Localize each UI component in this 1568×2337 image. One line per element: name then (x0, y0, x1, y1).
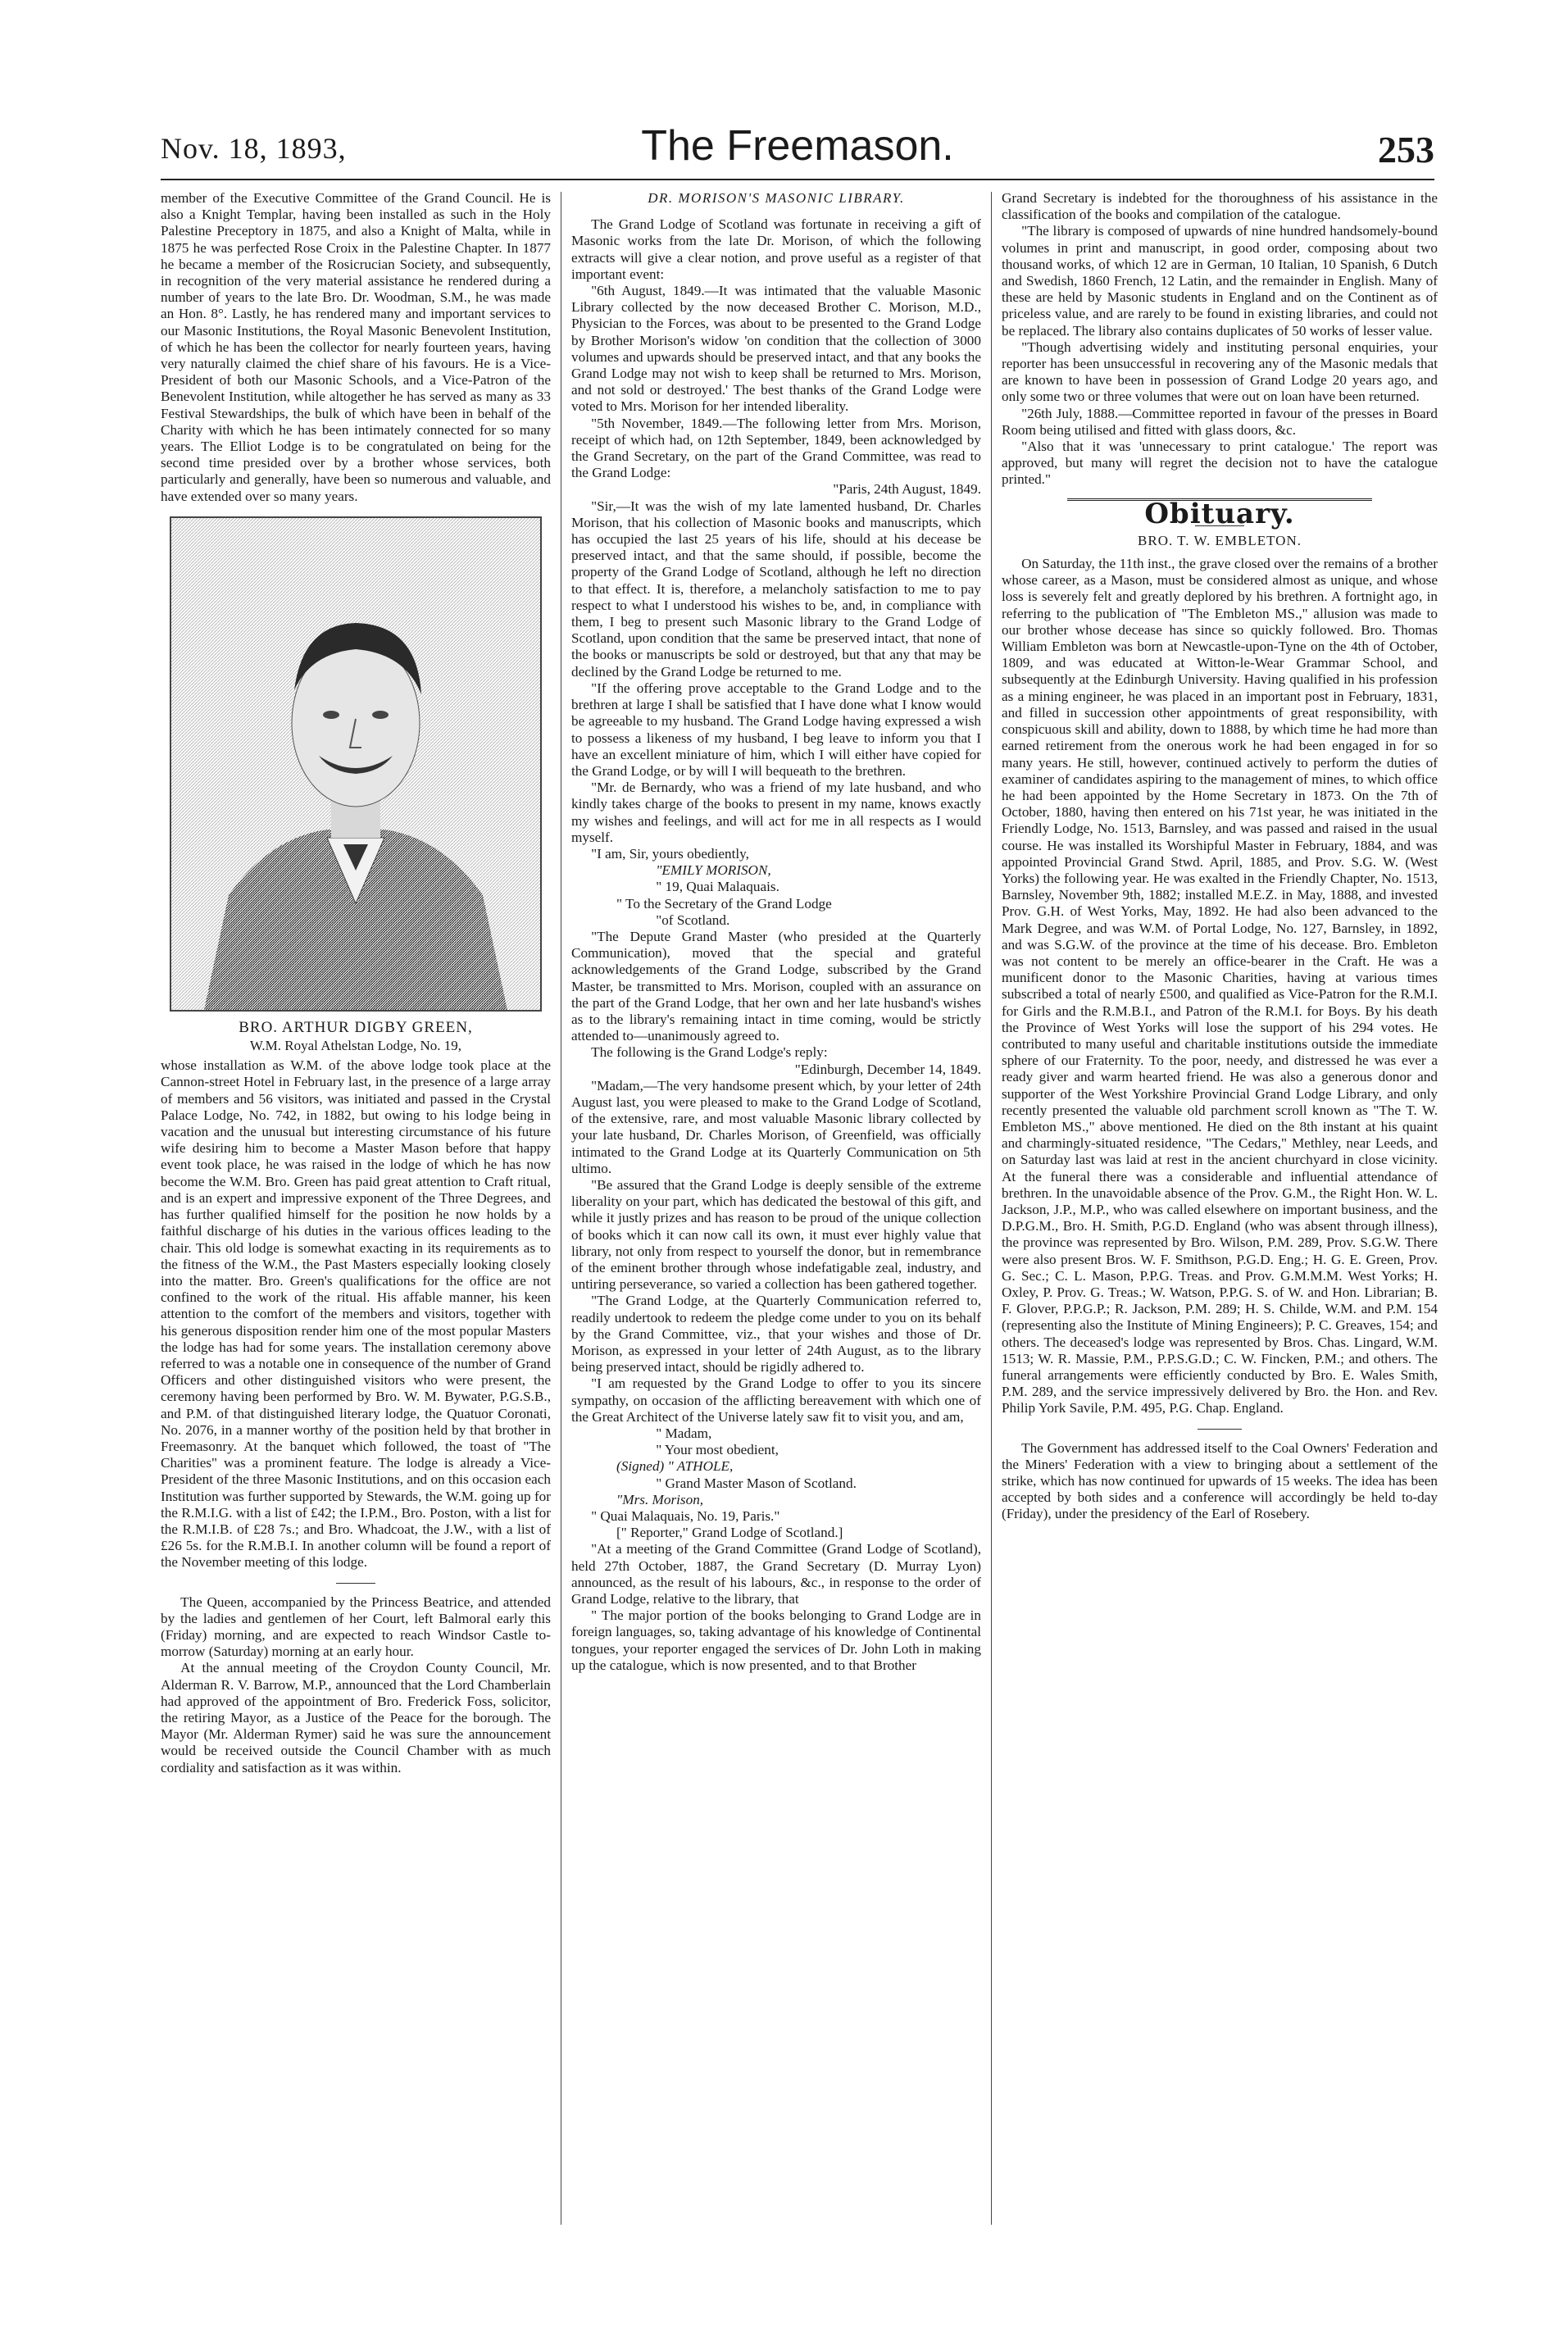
article-paragraph: "5th November, 1849.—The following letter from Mrs. Morison, receipt of which had, on 12th September, 1849, been acknowledged by the Grand Secretary, on the part of the Grand Committee, was read to the Grand Lodge: (571, 415, 981, 481)
article-paragraph: "At a meeting of the Grand Committee (Grand Lodge of Scotland), held 27th October, 1887, the Grand Secretary (D. Murray Lyon) announced, as the result of his labours, &c., in response to the order of Grand Lodge, relative to the library, that (571, 1541, 981, 1607)
column-3 (1002, 190, 1438, 1523)
newspaper-title: The Freemason. (641, 122, 954, 170)
news-item: The Government has addressed itself to the Coal Owners' Federation and the Miners' Federation with a view to bringing about a settlement of the strike, which has now continued for upwards of 15 weeks. The idea has been accepted by both sides and a conference will accordingly be held to-day (Friday), under the presidency of the Earl of Rosebery. (1002, 1439, 1438, 1522)
masthead (161, 121, 1434, 187)
letter-recipient: " To the Secretary of the Grand Lodge (616, 895, 832, 912)
portrait-caption: BRO. ARTHUR DIGBY GREEN, (239, 1018, 473, 1036)
masthead-rule (161, 179, 1434, 180)
reply-paragraph: "Madam,—The very handsome present which, by your letter of 24th August last, you were pleased to make to the Grand Lodge of Scotland, of the extensive, rare, and most valuable Masonic library collected by your late husband, Dr. Charles Morison, of Greenfield, was officially intimated to the Grand Lodge at its Quarterly Communication on 5th ultimo. (571, 1077, 981, 1176)
reply-closing: " Madam, (656, 1425, 712, 1442)
article-paragraph: "Also that it was 'unnecessary to print catalogue.' The report was approved, but many will regret the decision not to have the catalogue printed." (1002, 439, 1438, 488)
article-paragraph: member of the Executive Committee of the Grand Council. He is also a Knight Templar, having been installed as such in the Holy Palestine Preceptory in 1875, and also a Knight of Malta, while in 1875 he was perfected Rose Croix in the Palestine Chapter. In 1877 he became a member of the Rosicrucian Society, and subsequently, in recognition of the very material assistance he rendered during a number of years to the late Bro. Dr. Woodman, S.M., he was made an Hon. 8°. Lastly, he has rendered many and important services to our Masonic Institutions, the Royal Masonic Benevolent Institution, of which he has been the collector for nearly fourteen years, having very naturally claimed the chief share of his favours. He is a Vice-President of both our Masonic Schools, and a Vice-Patron of the Benevolent Institution, while altogether he has served as many as 33 Festival Stewardships, the bulk of which have been in behalf of the Charity with which he has been intimately connected for so many years. The Elliot Lodge is to be congratulated on being for the second time presided over by a brother whose services, both particularly and generally, have been so numerous and valuable, and have extended over so many years. (161, 190, 551, 504)
article-paragraph: " The major portion of the books belonging to Grand Lodge are in foreign languages, so, taking advantage of his knowledge of Continental tongues, your reporter engaged the services of Dr. John Loth in making up the catalogue, which is now presented, and to that Brother (571, 1607, 981, 1673)
reply-addressee: "Mrs. Morison, (616, 1491, 704, 1507)
letter-signature: "EMILY MORISON, (656, 862, 771, 879)
article-paragraph: "Though advertising widely and instituting personal enquiries, your reporter has been unsuccessful in recovering any of the Masonic medals that are known to have been in possession of Grand Lodge 20 years ago, and only some two or three volumes that were out on loan have been returned. (1002, 339, 1438, 405)
portrait-engraving (170, 516, 542, 1012)
article-paragraph: The following is the Grand Lodge's reply: (591, 1044, 828, 1061)
column-separator (991, 192, 992, 2225)
letter-address: " 19, Quai Malaquais. (656, 879, 779, 895)
letter-paragraph: "I am, Sir, yours obediently, (591, 845, 749, 862)
letter-paragraph: "Mr. de Bernardy, who was a friend of my late husband, and who kindly takes charge of the books to present in my name, knows exactly my wishes and feelings, and will act for me in all respects as I would myself. (571, 780, 981, 845)
portrait-subcaption: W.M. Royal Athelstan Lodge, No. 19, (249, 1038, 462, 1054)
reply-paragraph: "I am requested by the Grand Lodge to offer to you its sincere sympathy, on occasion of the afflicting bereavement with which one of the Great Architect of the Universe lately saw fit to visit you, and am, (571, 1375, 981, 1425)
section-divider (1002, 1422, 1438, 1435)
article-heading: DR. MORISON'S MASONIC LIBRARY. (648, 190, 905, 206)
obituary-paragraph: On Saturday, the 11th inst., the grave closed over the remains of a brother whose career, as a Mason, must be considered almost as unique, and whose loss is severely felt and greatly deplored by his brethren. A fortnight ago, in referring to the publication of "The Embleton MS.," allusion was made to our brother whose decease has since so quickly followed. Bro. Thomas William Embleton was born at Newcastle-upon-Tyne on the 4th of October, 1809, and was educated at Witton-le-Wear Grammar School, and subsequently at the Edinburgh University. Having qualified in his profession as a mining engineer, he was placed in an important post in February, 1831, and filled in succession other appointments of great responsibility, with conspicuous skill and ability, down to 1888, by which time he had more than earned retirement from the onerous work he had been engaged in for so many years. He still, however, continued actively to perform the duties of examiner of candidates aspiring to the management of mines, to which office he had been appointed by the Home Secretary in 1873. On the 7th of October, 1880, having then entered on his 71st year, he was initiated in the Friendly Lodge, No. 1513, Barnsley, and was passed and raised in the usual course. He was installed its Worshipful Master in February, 1884, and was appointed Provincial Grand Stwd. April, 1885, and Prov. S.G. W. (West Yorks) the following year. He was exalted in the Friendly Chapter, No. 1513, Barnsley, November 9th, 1882; installed M.E.Z. in May, 1888, and invested Prov. G.H. of West Yorks, May, 1892. He had also been advanced to the Mark Degree, and was W.M. of Portal Lodge, No. 127, Barnsley, in 1892, and was S.G.W. of the province at the time of his decease. Bro. Embleton was not content to be merely an office-bearer in the Craft. He was a munificent donor to the Masonic Charities, having at various times subscribed a total of nearly £500, and qualified as Vice-Patron for the R.M.I. for Girls and the R.M.B.I., and Patron of the R.M.I. for Boys. By his death the Province of West Yorks will lose the support of his 294 votes. He contributed to many useful and charitable institutions outside the immediate sphere of our Fraternity. To the poor, needy, and distressed he was ever a ready giver and warm hearted friend. He was also a generous donor and supporter of the West Yorkshire Provincial Grand Lodge Library, and only recently presented the valuable old parchment scroll known as "The T. W. Embleton MS.," above mentioned. He died on the 8th instant at his quaint and charmingly-situated residence, "The Cedars," Methley, near Leeds, and on Saturday last was laid at rest in the ancient churchyard in close vicinity. At the funeral there was a considerable and influential attendance of brethren. In the unavoidable absence of the Prov. G.M., the Right Hon. W. L. Jackson, J.P., M.P., who was called elsewhere on important business, and the D.P.G.M., Bro. H. Smith, P.G.D. England (who was absent through illness), the province was represented by Bro. Wilson, P.M. 289, Prov. S.G.W. There were also present Bros. W. F. Smithson, P.G.D. Eng.; H. G. E. Green, Prov. G. Sec.; C. L. Mason, P.P.G. Treas. and Prov. G.M.M.M. West Yorks; H. Oxley, P. Prov. G. Treas.; W. Watson, P.P.G. S. of W. and Hon. Librarian; B. F. Glover, P.P.G.P.; R. Jackson, P.M. 289; H. S. Childe, W.M. and P.M. 154 (representing also the Institute of Mining Engineers); P. C. Greaves, 154; and others. The deceased's lodge was represented by Bros. Chas. Lingard, W.M. 1513; W. R. Massie, P.M., P.P.S.G.D.; C. W. Fincken, P.M.; and others. The funeral arrangements were efficiently conducted by Bro. E. Wales Smith, P.M. 289, and the service impressively delivered by Bro. the Hon. and Rev. Philip York Savile, P.M. 495, P.G. Chap. England. (1002, 556, 1438, 1416)
column-1 (161, 190, 551, 1776)
article-paragraph: "6th August, 1849.—It was intimated that the valuable Masonic Library collected by the now deceased Brother C. Morison, M.D., Physician to the Forces, was about to be presented to the Grand Lodge by Brother Morison's widow 'on condition that the collection of 3000 volumes and upwards should be preserved intact, and that any books the Grand Lodge may not wish to keep shall be returned to Mrs. Morison, and not sold or destroyed.' The best thanks of the Grand Lodge were voted to Mrs. Morison for her intended liberality. (571, 283, 981, 415)
letter-recipient: "of Scotland. (656, 912, 730, 928)
column-2 (571, 190, 981, 1674)
issue-date: Nov. 18, 1893, (161, 132, 347, 165)
reply-paragraph: "Be assured that the Grand Lodge is deeply sensible of the extreme liberality on your part, which has dedicated the bestowal of this gift, and while it justly prizes and has reason to be proud of the unique collection of books which it can now call its own, it must ever highly value that library, not only from respect to yourself the donor, but in remembrance of the eminent brother through whose indefatigable zeal, industry, and untiring perseverance, so varied a collection has been gathered together. (571, 1176, 981, 1293)
article-paragraph: The Grand Lodge of Scotland was fortunate in receiving a gift of Masonic works from the late Dr. Morison, of which the following extracts will give a clear notion, and prove useful as a register of that important event: (571, 216, 981, 282)
reply-signature: (Signed) " ATHOLE, (616, 1458, 734, 1475)
article-paragraph: whose installation as W.M. of the above lodge took place at the Cannon-street Hotel in February last, in the presence of a large array of members and 56 visitors, was initiated and passed in the Crystal Palace Lodge, No. 742, in 1882, but owing to his lodge being in vacation and the unusual but interesting circumstance of his future wife desiring him to become a Master Mason before that happy event took place, he was raised in the lodge of which he has now become the W.M. Bro. Green has paid great attention to Craft ritual, and is an expert and impressive exponent of the Three Degrees, and has further qualified himself for the position he now holds by a faithful discharge of his duties in the various offices leading to the chair. This old lodge is somewhat exacting in its requirements as to the fitness of the W.M., the Past Masters especially looking closely into the matter. Bro. Green's qualifications for the office are not confined to the work of the ritual. His affable manner, his keen attention to the comfort of the members and visitors, together with his generous disposition render him one of the most popular Masters the lodge has had for some years. The installation ceremony above referred to was a notable one in consequence of the number of Grand Officers and other distinguished visitors who were present, the ceremony having been performed by Bro. W. M. Bywater, P.G.S.B., and P.M. of that distinguished literary lodge, the Quatuor Coronati, No. 2076, in a manner worthy of the position held by that brother in Freemasonry. At the banquet which followed, the toast of "The Charities" was a prominent feature. The lodge is already a Vice-President of the three Masonic Institutions, and on this occasion each Institution was further supported by Stewards, the W.M. going up for the R.M.I.G. with a list of £42; the I.P.M., Bro. Poston, with a list for the R.M.I.B. of £28 7s.; and Bro. Whadcoat, the J.W., with a list of £26 5s. for the R.M.B.I. In another column will be found a report of the November meeting of this lodge. (161, 1057, 551, 1571)
news-item: The Queen, accompanied by the Princess Beatrice, and attended by the ladies and gentlemen of her Court, left Balmoral early this (Friday) morning, and are expected to reach Windsor Castle to-morrow (Saturday) morning at an early hour. (161, 1594, 551, 1660)
reply-closing: " Your most obedient, (656, 1442, 779, 1458)
news-item: At the annual meeting of the Croydon County Council, Mr. Alderman R. V. Barrow, M.P., announced that the Lord Chamberlain had approved of the appointment of Bro. Frederick Foss, solicitor, the retiring Mayor, as a Justice of the Peace for the borough. The Mayor (Mr. Alderman Rymer) said he was sure the announcement would be received outside the Council Chamber with as much cordiality and satisfaction as it was within. (161, 1660, 551, 1775)
letter-date: "Paris, 24th August, 1849. (833, 481, 981, 498)
reply-paragraph: "The Grand Lodge, at the Quarterly Communication referred to, readily undertook to redeem the pledge come under to you on its behalf by the Grand Committee, viz., that your wishes and those of Dr. Morison, as expressed in your letter of 24th August, as to the library being preserved intact, should be rigidly adhered to. (571, 1293, 981, 1375)
reply-date: "Edinburgh, December 14, 1849. (794, 1061, 981, 1077)
reply-closing: " Grand Master Mason of Scotland. (656, 1475, 857, 1491)
obituary-subject: BRO. T. W. EMBLETON. (1138, 532, 1302, 548)
reply-address: " Quai Malaquais, No. 19, Paris." (591, 1508, 780, 1525)
reply-source: [" Reporter," Grand Lodge of Scotland.] (616, 1525, 843, 1541)
article-paragraph: Grand Secretary is indebted for the thoroughness of his assistance in the classification of the books and compilation of the catalogue. (1002, 190, 1438, 223)
letter-paragraph: "If the offering prove acceptable to the Grand Lodge and to the brethren at large I shall be satisfied that I have done what I know would be agreeable to my husband. The Grand Lodge having expressed a wish to possess a likeness of my husband, I beg leave to inform you that I have an excellent miniature of him, which I will either have copied for the Grand Lodge, or by will I will bequeath to the brethren. (571, 680, 981, 779)
obituary-heading: Obituary. (1144, 497, 1295, 530)
letter-paragraph: "Sir,—It was the wish of my late lamented husband, Dr. Charles Morison, that his collection of Masonic books and manuscripts, which has occupied the last 25 years of his life, should at his decease be preserved intact, and that the same should, if possible, become the property of the Grand Lodge of Scotland, although he left no direction to that effect. It is, therefore, a melancholy satisfaction to me to pay respect to what I understood his wishes to be, and, in compliance with them, I beg to present such Masonic library to the Grand Lodge of Scotland, upon condition that the same be preserved intact, that none of the books or manuscripts be sold or destroyed, but that any that may be declined by the Grand Lodge be returned to me. (571, 498, 981, 680)
article-paragraph: "The library is composed of upwards of nine hundred handsomely-bound volumes in print and manuscript, in good order, composing about two thousand works, of which 12 are in German, 10 Italian, 10 Spanish, 6 Dutch and Swedish, 1860 French, 12 Latin, and the remainder in English. Many of these are held by Masonic students in England and on the Continent as of priceless value, and are rarely to be found in existing libraries, and could not be replaced. The library also contains duplicates of 50 works of lesser value. (1002, 223, 1438, 339)
article-paragraph: "26th July, 1888.—Committee reported in favour of the presses in Board Room being utilised and fitted with glass doors, &c. (1002, 405, 1438, 438)
page-number: 253 (1378, 129, 1434, 171)
article-paragraph: "The Depute Grand Master (who presided at the Quarterly Communication), moved that the special and grateful acknowledgements of the Grand Lodge, subscribed by the Grand Master, be transmitted to Mrs. Morison, coupled with an assurance on the part of the Grand Lodge, that her own and her late husband's wishes as to the library's remaining intact in time coming, would be strictly attended to—unanimously agreed to. (571, 928, 981, 1044)
section-divider (161, 1576, 551, 1589)
